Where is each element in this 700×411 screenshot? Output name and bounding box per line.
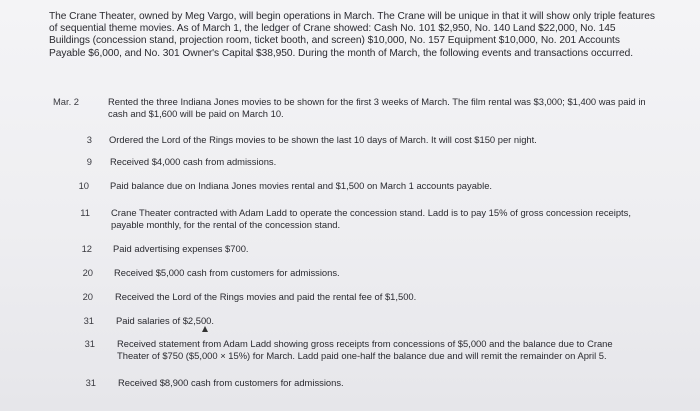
transaction-date: Mar. 2 bbox=[52, 96, 79, 107]
transaction-date: 31 bbox=[84, 338, 95, 349]
transaction-date: 9 bbox=[86, 156, 92, 167]
transaction-text: Received the Lord of the Rings movies and paid the rental fee of $1,500. bbox=[115, 291, 417, 302]
transaction-date: 3 bbox=[86, 134, 92, 145]
transaction-date: 20 bbox=[82, 267, 93, 278]
transaction-text: Paid balance due on Indiana Jones movies rental and $1,500 on March 1 accounts payable. bbox=[110, 180, 493, 191]
transaction-text: Received $4,000 cash from admissions. bbox=[110, 156, 277, 167]
transaction-date: 10 bbox=[78, 180, 89, 191]
transaction-text: Rented the three Indiana Jones movies to be shown for the first 3 weeks of March. The film rental was $3,000; $1,400 was paid in cash and $1,600 will be paid on March 10. bbox=[108, 96, 646, 119]
transaction-text: Crane Theater contracted with Adam Ladd to operate the concession stand. Ladd is to pay 15% of gross concession receipts, payable monthly, for the rental of the concession stand. bbox=[111, 207, 631, 230]
transaction-text: Received $5,000 cash from customers for admissions. bbox=[114, 267, 340, 278]
transaction-text: Paid salaries of $2,500. bbox=[116, 315, 214, 326]
transaction-date: 11 bbox=[80, 207, 90, 218]
transaction-text: Paid advertising expenses $700. bbox=[113, 243, 249, 254]
transaction-text: Received $8,900 cash from customers for admissions. bbox=[118, 377, 344, 388]
transaction-date: 31 bbox=[85, 377, 96, 388]
transaction-text: Ordered the Lord of the Rings movies to be shown the last 10 days of March. It will cost $150 per night. bbox=[109, 134, 537, 145]
problem-intro: The Crane Theater, owned by Meg Vargo, will begin operations in March. The Crane will be unique in that it will show only triple features of sequential theme movies. As of March 1, the ledger of Crane showed: Cash No. 101 $2,950, No. 140 Land $22,000, No. 145 Buildings (concession stand, projection room, ticket booth, and screen) $10,000, No. 157 Equipment $10,000, No. 201 Accounts Payable $6,000, and No. 301 Owner's Capital $38,950. During the month of March, the following events and transactions occurred. bbox=[49, 11, 655, 59]
transaction-date: 20 bbox=[82, 291, 93, 302]
transaction-date: 31 bbox=[83, 315, 94, 326]
transaction-text: Received statement from Adam Ladd showing gross receipts from concessions of $5,000 and the balance due to Crane Theater of $750 ($5,000 × 15%) for March. Ladd paid one-half the balance due and will remit the remainder on April 5. bbox=[117, 338, 613, 361]
transaction-date: 12 bbox=[81, 243, 92, 254]
mouse-cursor-icon bbox=[202, 326, 208, 332]
